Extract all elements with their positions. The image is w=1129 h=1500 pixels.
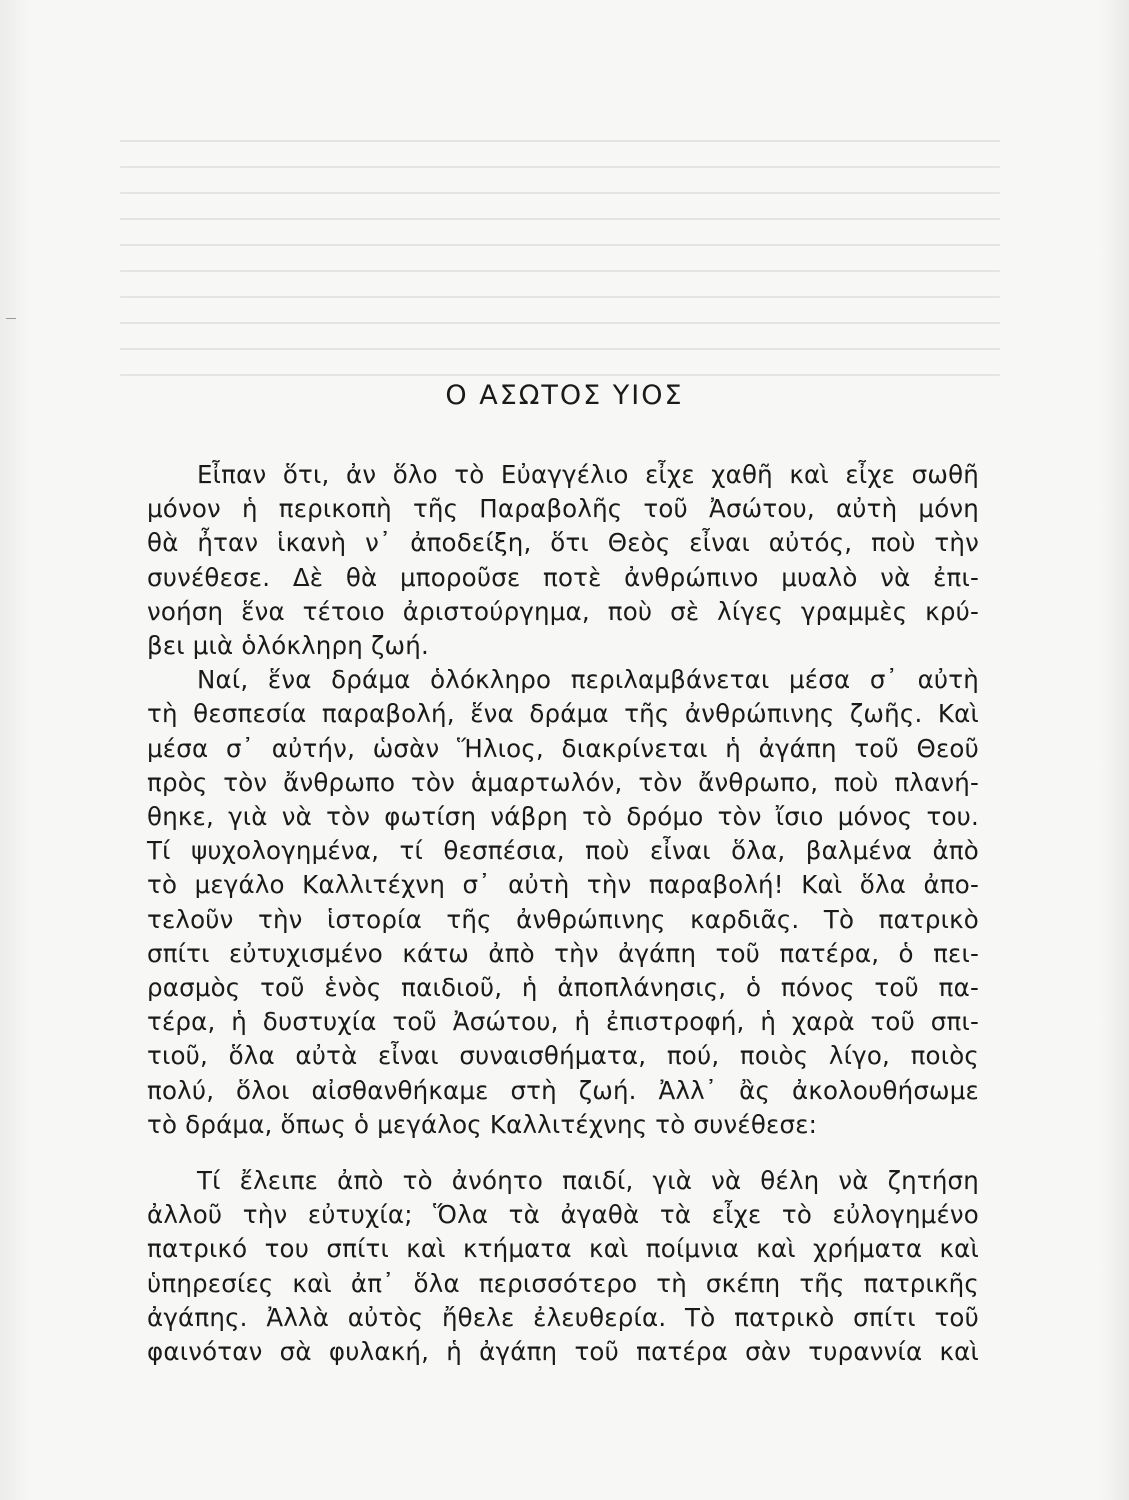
text-line: βει μιὰ ὁλόκληρη ζωή. [147, 631, 429, 661]
text-line: ὑπηρεσίες καὶ ἀπ᾽ ὅλα περισσότερο τὴ σκέπη τῆς πατρικῆς [147, 1268, 979, 1298]
text-line: Τί ψυχολογημένα, τί θεσπέσια, ποὺ εἶναι ὅλα, βαλμένα ἀπὸ [147, 836, 979, 866]
paragraph-2 [147, 663, 979, 1142]
paragraph-3 [147, 1164, 979, 1369]
text-line: Εἶπαν ὅτι, ἀν ὅλο τὸ Εὐαγγέλιο εἶχε χαθῆ καὶ εἶχε σωθῆ [197, 460, 979, 489]
text-line: ἀλλοῦ τὴν εὐτυχία; Ὅλα τὰ ἀγαθὰ τὰ εἶχε τὸ εὐλογημένο [147, 1200, 979, 1230]
text-line: θὰ ἦταν ἱκανὴ ν᾽ ἀποδείξη, ὅτι Θεὸς εἶναι αὐτός, ποὺ τὴν [147, 528, 979, 558]
text-line: νοήση ἕνα τέτοιο ἀριστούργημα, ποὺ σὲ λίγες γραμμὲς κρύ- [147, 596, 979, 626]
text-line: θηκε, γιὰ νὰ τὸν φωτίση νάβρη τὸ δρόμο τὸν ἴσιο μόνος του. [147, 802, 979, 832]
text-line: τὸ δράμα, ὅπως ὁ μεγάλος Καλλιτέχνης τὸ συνέθεσε: [147, 1109, 818, 1139]
text-line: τὸ μεγάλο Καλλιτέχνη σ᾽ αὐτὴ τὴν παραβολή! Καὶ ὅλα ἀπο- [147, 870, 979, 900]
text-line: πρὸς τὸν ἄνθρωπο τὸν ἁμαρτωλόν, τὸν ἄνθρωπο, ποὺ πλανή- [147, 767, 979, 797]
text-line: φαινόταν σὰ φυλακή, ἡ ἀγάπη τοῦ πατέρα σὰν τυραννία καὶ [147, 1337, 979, 1367]
text-line: σπίτι εὐτυχισμένο κάτω ἀπὸ τὴν ἀγάπη τοῦ πατέρα, ὁ πει- [147, 938, 979, 968]
text-line: μέσα σ᾽ αὐτήν, ὡσὰν Ἥλιος, διακρίνεται ἡ ἀγάπη τοῦ Θεοῦ [147, 733, 979, 763]
text-line: πατρικό του σπίτι καὶ κτήματα καὶ ποίμνια καὶ χρήματα καὶ [147, 1234, 979, 1264]
text-line: συνέθεσε. Δὲ θὰ μποροῦσε ποτὲ ἀνθρώπινο μυαλὸ νὰ ἐπι- [147, 562, 979, 592]
text-line: τέρα, ἡ δυστυχία τοῦ Ἀσώτου, ἡ ἐπιστροφή, ἡ χαρὰ τοῦ σπι- [147, 1007, 979, 1037]
text-line: πολύ, ὅλοι αἰσθανθήκαμε στὴ ζωή. Ἀλλ᾽ ἂς ἀκολουθήσωμε [147, 1075, 979, 1105]
text-line: τιοῦ, ὅλα αὐτὰ εἶναι συναισθήματα, πού, ποιὸς λίγο, ποιὸς [147, 1041, 979, 1071]
text-line: ἀγάπης. Ἀλλὰ αὐτὸς ἤθελε ἐλευθερία. Τὸ πατρικὸ σπίτι τοῦ [147, 1302, 979, 1332]
paragraph-1 [147, 458, 979, 663]
text-line: ρασμὸς τοῦ ἑνὸς παιδιοῦ, ἡ ἀποπλάνησις, ὁ πόνος τοῦ πα- [147, 973, 979, 1003]
text-line: τὴ θεσπεσία παραβολή, ἕνα δράμα τῆς ἀνθρώπινης ζωῆς. Καὶ [147, 699, 979, 729]
body-text-lower [147, 1164, 979, 1369]
body-text-upper [147, 458, 979, 1142]
chapter-title: Ο ΑΣΩΤΟΣ ΥΙΟΣ [445, 380, 684, 411]
text-line: μόνον ἡ περικοπὴ τῆς Παραβολῆς τοῦ Ἀσώτου, αὐτὴ μόνη [147, 494, 979, 524]
text-line: Ναί, ἕνα δράμα ὁλόκληρο περιλαμβάνεται μέσα σ᾽ αὐτὴ [197, 665, 979, 695]
text-line: τελοῦν τὴν ἱστορία τῆς ἀνθρώπινης καρδιᾶς. Τὸ πατρικὸ [147, 904, 979, 934]
margin-mark [6, 318, 16, 319]
text-line: Τί ἔλειπε ἀπὸ τὸ ἀνόητο παιδί, γιὰ νὰ θέλη νὰ ζητήση [197, 1166, 979, 1195]
